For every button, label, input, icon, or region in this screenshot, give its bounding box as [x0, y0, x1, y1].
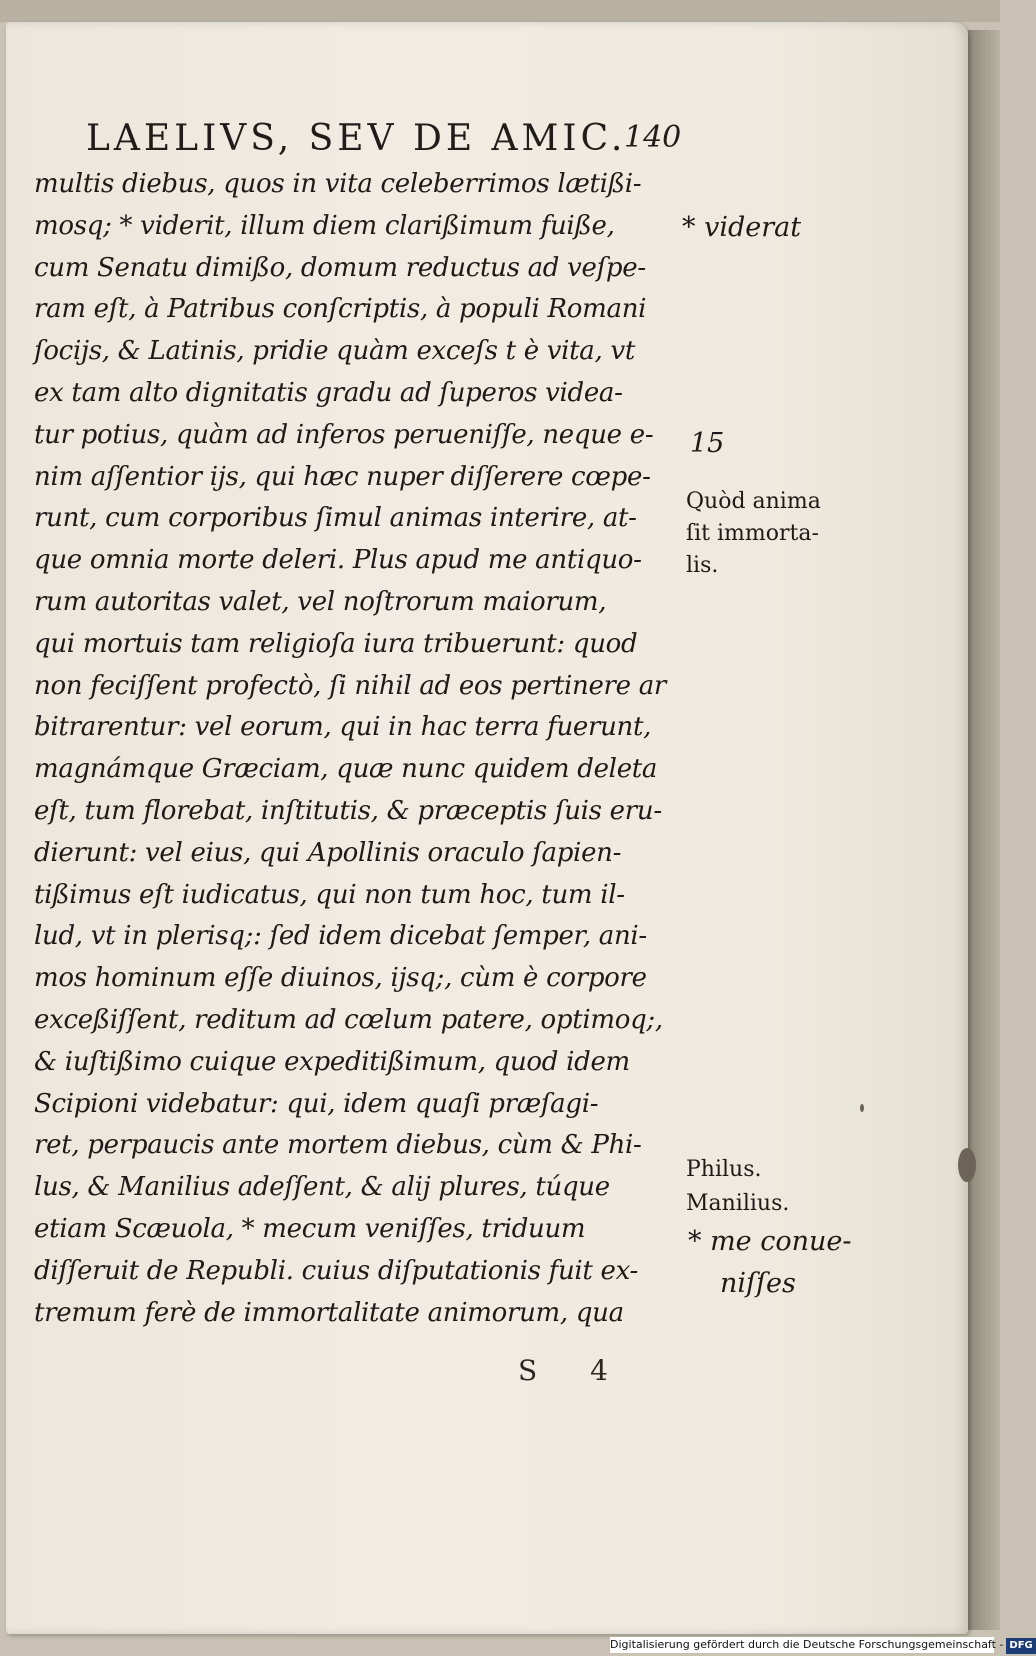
running-title: LAELIVS, SEV DE AMIC.	[86, 118, 627, 159]
body-text	[34, 164, 684, 1334]
text-line: diſſeruit de Republi. cuius diſputationis fuit ex-	[34, 1255, 638, 1286]
text-line: ret, perpaucis ante mortem diebus, cùm & Phi-	[34, 1130, 642, 1161]
text-line: etiam Scæuola, * mecum veniſſes, triduum	[34, 1213, 586, 1244]
text-line: tremum ferè de immortalitate animorum, qua	[34, 1297, 624, 1328]
signature-mark: S 4	[518, 1354, 630, 1387]
margin-note-anima-line: lis.	[686, 553, 719, 578]
page-stain	[860, 1104, 864, 1112]
text-line: lud, vt in plerisq;: ſed idem dicebat ſemper, ani-	[34, 921, 647, 952]
text-line: tur potius, quàm ad inferos perueniſſe, neque e-	[34, 419, 654, 450]
page-number: 140	[624, 120, 682, 155]
text-line: lus, & Manilius adeſſent, & alij plures, túque	[34, 1172, 610, 1203]
margin-note-anima-line: Quòd anima	[686, 489, 821, 514]
text-line: ram eſt, à Patribus conſcriptis, à populi Romani	[34, 294, 647, 325]
text-line: dierunt: vel eius, qui Apollinis oraculo ſapien-	[34, 837, 622, 868]
text-line: cum Senatu dimißo, domum reductus ad veſpe-	[34, 252, 646, 283]
margin-speaker-philus: Philus.	[686, 1157, 762, 1182]
footer-text: Digitalisierung gefördert durch die Deutsche Forschungsgemeinschaft -	[610, 1638, 1004, 1651]
text-line: bitrarentur: vel eorum, qui in hac terra fuerunt,	[34, 712, 652, 743]
text-line: nim aſſentior ijs, qui hæc nuper diſſerere cœpe-	[34, 461, 651, 492]
margin-section-number: 15	[690, 428, 725, 459]
text-line: eſt, tum florebat, inſtitutis, & præceptis ſuis eru-	[34, 795, 662, 826]
margin-variant-conuenisses: niſſes	[720, 1268, 796, 1299]
dfg-logo: DFG	[1006, 1638, 1035, 1654]
text-line: tißimus eſt iudicatus, qui non tum hoc, tum il-	[34, 879, 625, 910]
text-line: ex tam alto dignitatis gradu ad ſuperos videa-	[34, 377, 623, 408]
page-stain	[958, 1148, 976, 1182]
text-line: mosq; * viderit, illum diem clarißimum fuiße,	[34, 210, 615, 241]
text-line: magnámque Græciam, quæ nunc quidem deleta	[34, 754, 658, 785]
text-line: qui mortuis tam religioſa iura tribuerunt: quod	[34, 628, 638, 659]
text-line: ſocijs, & Latinis, pridie quàm exceſs t è vita, vt	[34, 336, 635, 367]
text-line: exceßiſſent, reditum ad cœlum patere, optimoq;,	[34, 1004, 663, 1035]
text-line: & iuſtißimo cuique expeditißimum, quod idem	[34, 1046, 630, 1077]
text-line: runt, cum corporibus ſimul animas interire, at-	[34, 503, 637, 534]
text-line: non feciſſent profectò, ſi nihil ad eos pertinere ar	[34, 670, 667, 701]
scan-background	[0, 0, 1000, 22]
margin-variant-viderat: * viderat	[682, 212, 802, 243]
margin-variant-conuenisses: * me conue-	[688, 1226, 852, 1257]
text-line: Scipioni videbatur: qui, idem quaſi præſagi-	[34, 1088, 599, 1119]
scan-edge-shadow	[968, 30, 1000, 1630]
text-line: mos hominum eſſe diuinos, ijsq;, cùm è corpore	[34, 963, 647, 994]
margin-speaker-manilius: Manilius.	[686, 1191, 790, 1216]
margin-note-anima-line: ſit immorta-	[686, 521, 819, 546]
digitization-credit	[610, 1637, 1033, 1653]
text-line: que omnia morte deleri. Plus apud me antiquo-	[34, 545, 642, 576]
text-line: multis diebus, quos in vita celeberrimos lætißi-	[34, 169, 642, 199]
text-line: rum autoritas valet, vel noſtrorum maiorum,	[34, 586, 607, 617]
